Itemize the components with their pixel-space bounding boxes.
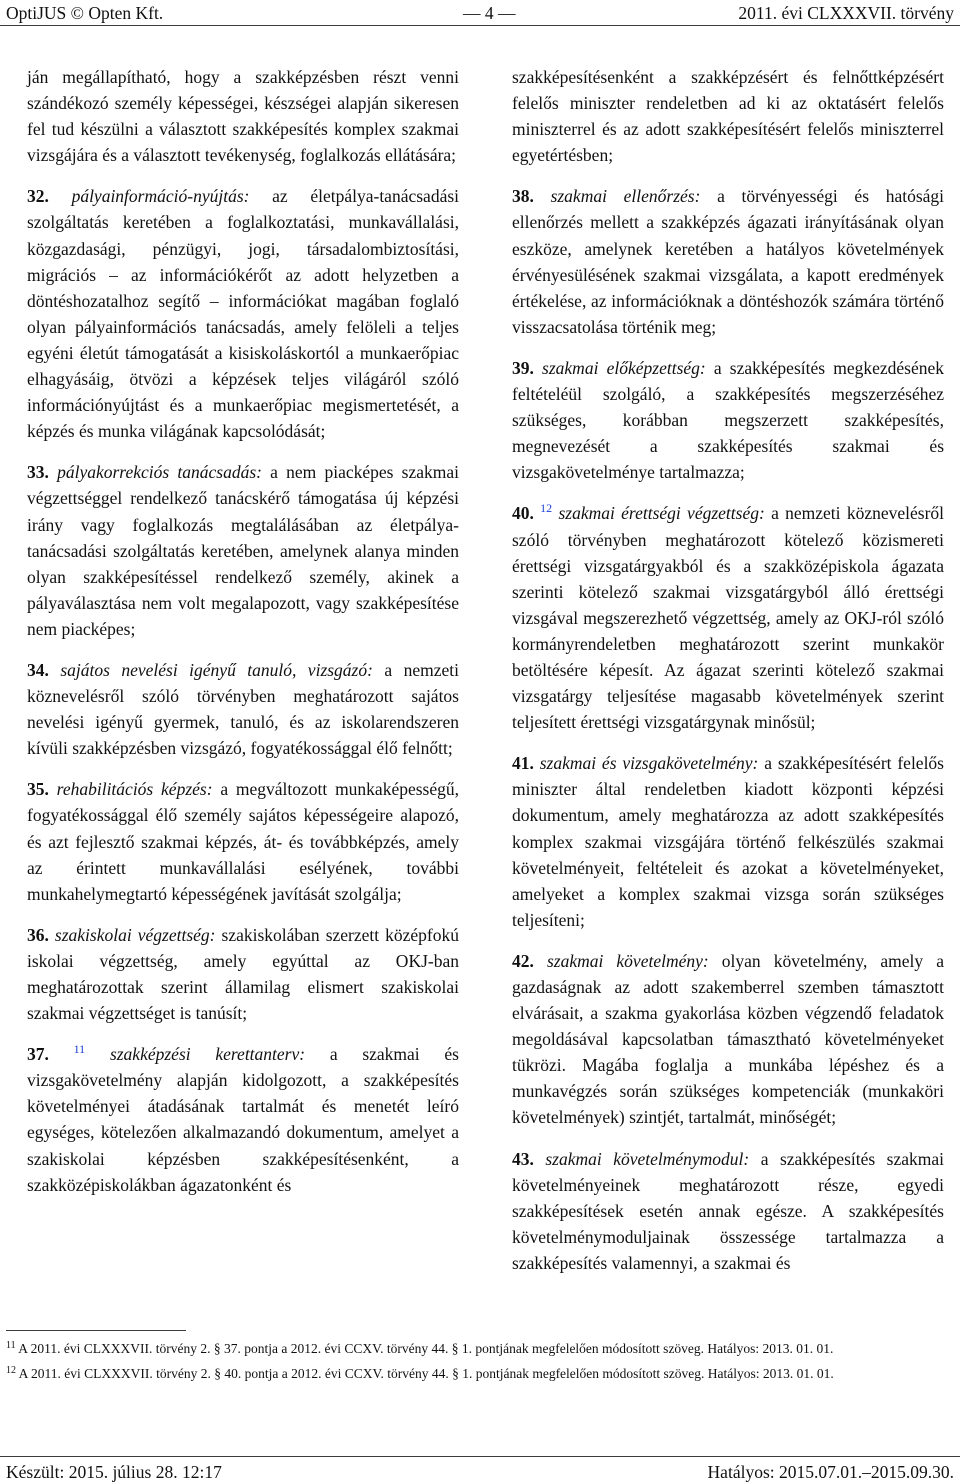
definition-number: 38. [512,186,534,207]
definition-35 [27,776,459,906]
definition-text: szakiskolában szerzett középfokú iskolai végzettség, amely egyúttal az OKJ-ban meghatározottak szerint államilag elismert szakiskolai szakmai végzettséget is tanúsít; [27,924,460,1024]
footnote-text: A 2011. évi CLXXXVII. törvény 2. § 37. pontja a 2012. évi CCXV. törvény 44. § 1. pontjának megfelelően módosított szöveg. Hatályos: 2013. 01. 01. [15,1341,834,1356]
footnote-mark: 12 [6,1365,16,1376]
footnote-mark: 11 [6,1340,16,1351]
definition-37 [27,1041,459,1198]
definition-number: 37. [27,1044,49,1065]
definition-32 [27,183,459,444]
header-page-number: — 4 — [463,3,516,23]
footnotes [6,1330,956,1389]
left-column [27,64,459,1213]
definition-term: szakképzési kerettanterv: [109,1044,306,1065]
footnote-separator [6,1330,186,1331]
definition-number: 36. [27,924,49,945]
definition-number: 43. [512,1148,534,1169]
definition-number: 32. [27,186,49,207]
definition-43 [512,1146,944,1276]
definition-text: a nemzeti köznevelésről szóló törvényben meghatározott kötelező közismereti érettségi vizsgatárgyakból és a szakközépiskola ágazata szerinti kötelező szakmai vizsgatárgyból álló érettségi vizsgával megszerezhető végzettség, amely az OKJ-ról szóló kormányrendeletben meghatározott szerint munkakör betöltésére képesít. Az ágazat szerinti kötelező szakmai vizsgatárgy teljesítése magasabb követelmények szerint teljesített érettségi vizsgatárgynak minősül; [512,503,945,733]
definition-33 [27,459,459,642]
definition-text: a szakképesítésért felelős miniszter által rendeletben kiadott központi képzési dokumentum, amely meghatározza az adott szakképesítés komplex szakmai vizsgájára történő felkészülés szakmai követelményeit, feltételeit és azokat a követelményeket, amelyeket a komplex szakmai vizsga során szükséges teljesíteni; [512,753,944,930]
definition-term: sajátos nevelési igényű tanuló, vizsgázó: [60,659,373,680]
definition-term: szakiskolai végzettség: [54,924,216,945]
footnote-link-11[interactable]: 11 [73,1042,86,1057]
definition-number: 42. [512,950,534,971]
definition-term: pályakorrekciós tanácsadás: [57,462,262,483]
definition-term: szakmai követelménymodul: [545,1148,750,1169]
footer-rule [0,1456,960,1457]
page-footer [0,1460,960,1484]
page-header [0,0,960,26]
footnote-11 [6,1339,956,1358]
definition-term: pályainformáció-nyújtás: [71,186,250,207]
header-law-title: 2011. évi CLXXXVII. törvény [738,3,954,23]
definition-number: 33. [27,462,49,483]
paragraph-continuation: ján megállapítható, hogy a szakképzésben részt venni szándékozó személy képességei, készségei alapján sikeresen fel tud készülni a választott szakképesítés komplex szakmai vizsgájára és a választott tevékenység, foglalkozás ellátására; [27,67,459,166]
definition-40 [512,500,944,735]
definition-41 [512,750,944,933]
definition-text: a megváltozott munkaképességű, fogyatékossággal élő személy sajátos képességeire alapozó, és azt fejlesztő szakmai képzés, át- és továbbképzés, amely az érintett munkavállalási esélyének, további munkahelymegtartó képességének javítását szolgálja; [27,779,459,904]
definition-text: a nemzeti köznevelésről szóló törvényben meghatározott sajátos nevelési igényű gyermek, tanuló, és az iskolarendszeren kívüli szakképzésben vizsgázó, fogyatékossággal élő felnőtt; [27,659,460,759]
header-rule [0,25,960,26]
footnote-text: A 2011. évi CLXXXVII. törvény 2. § 40. pontja a 2012. évi CCXV. törvény 44. § 1. pontjának megfelelően módosított szöveg. Hatályos: 2013. 01. 01. [16,1366,834,1381]
definition-34 [27,657,459,761]
definition-text: a szakképesítés szakmai követelményeinek meghatározott része, egyedi szakképesítések esetén annak egésze. A szakképesítés követelménymoduljainak összessége tartalmazza a szakképesítés valamennyi, a szakmai és [512,1148,944,1273]
definition-text: olyan követelmény, amely a gazdaságnak az adott szakemberrel szemben támasztott elvárásait, a szakma gyakorlása közben végzendő feladatok megoldásával kapcsolatban támasztható követelményeket tükrözi. Magába foglalja a munkába lépéshez és a munkavégzés során szükséges kompetenciák (munkaköri követelmények) szintjét, tartalmát, minőségét; [512,950,944,1128]
definition-term: rehabilitációs képzés: [56,779,213,800]
definition-39 [512,355,944,485]
definition-text: a szakmai és vizsgakövetelmény alapján kidolgozott, a szakképesítés követelményei átadásának tartalmát és menetét leíró egységes, kötelezően alkalmazandó dokumentum, amelyet a szakiskolai képzésben szakképesítésenként, a szakközépiskolákban ágazatonként és [27,1044,459,1195]
footnote-link-12[interactable]: 12 [540,501,553,516]
definition-36 [27,922,459,1026]
definition-text: az életpálya-tanácsadási szolgáltatás keretében a foglalkoztatási, munkavállalási, közgazdasági, pénzügyi, jogi, társadalombiztosítási, migrációs – az információkérőt az adott helyzetben a döntéshozatalhoz segítő – információkat magában foglaló olyan pályainformációs tanácsadás, amely felöleli a teljes egyéni életút támogatását a kisiskoláskortól a munkaerőpiac elhagyásáig, ötvözi a képzések teljes világáról szóló információnyújtást és a munkaerőpiac megismertetését, a képzés és munka világának kapcsolódását; [27,186,460,442]
definition-term: szakmai előképzettség: [542,357,706,378]
definition-42 [512,948,944,1131]
definition-text: a törvényességi és hatósági ellenőrzés mellett a szakképzés ágazati irányításának olyan eszköze, amelynek keretében a hatályos követelmények érvényesülésének szakmai vizsgálata, a kapott eredmények értékelése, az információknak a döntéshozók számára történő visszacsatolása történik meg; [512,186,945,337]
footer-effective-period: Hatályos: 2015.07.01.–2015.09.30. [707,1462,954,1482]
footnote-12 [6,1364,956,1383]
definition-term: szakmai követelmény: [546,950,709,971]
definition-text: a szakképesítés megkezdésének feltételéül szolgáló, a szakképesítés megszerzéséhez szükséges, korábban megszerzett szakképesítés, megnevezését a szakképesítés szakmai és vizsgakövetelménye tartalmazza; [512,357,944,483]
definition-term: szakmai és vizsgakövetelmény: [539,753,759,774]
paragraph-continuation: szakképesítésenként a szakképzésért és felnőttképzésért felelős miniszter rendeletben ad ki az oktatásért felelős miniszterrel és az adott szakképesítésért felelős miniszterrel egyetértésben; [512,67,944,166]
right-column [512,64,944,1291]
definition-38 [512,183,944,340]
definition-text: a nem piacképes szakmai végzettséggel rendelkező tanácskérő támogatása új képzési irány vagy foglalkozás megtalálásában az életpálya-tanácsadási szolgáltatás keretében, amelynek alanya minden olyan szakképesítéssel rendelkező személy, akinek a pályaválasztása nem volt megalapozott, vagy szakképesítése nem piacképes; [27,462,459,639]
definition-number: 35. [27,779,49,800]
footer-generated-date: Készült: 2015. július 28. 12:17 [6,1462,222,1482]
definition-number: 39. [512,357,534,378]
definition-number: 40. [512,503,534,524]
definition-number: 34. [27,659,49,680]
definition-number: 41. [512,753,534,774]
definition-term: szakmai ellenőrzés: [550,186,701,207]
header-publisher: OptiJUS © Opten Kft. [6,3,164,23]
definition-term: szakmai érettségi végzettség: [558,503,765,524]
